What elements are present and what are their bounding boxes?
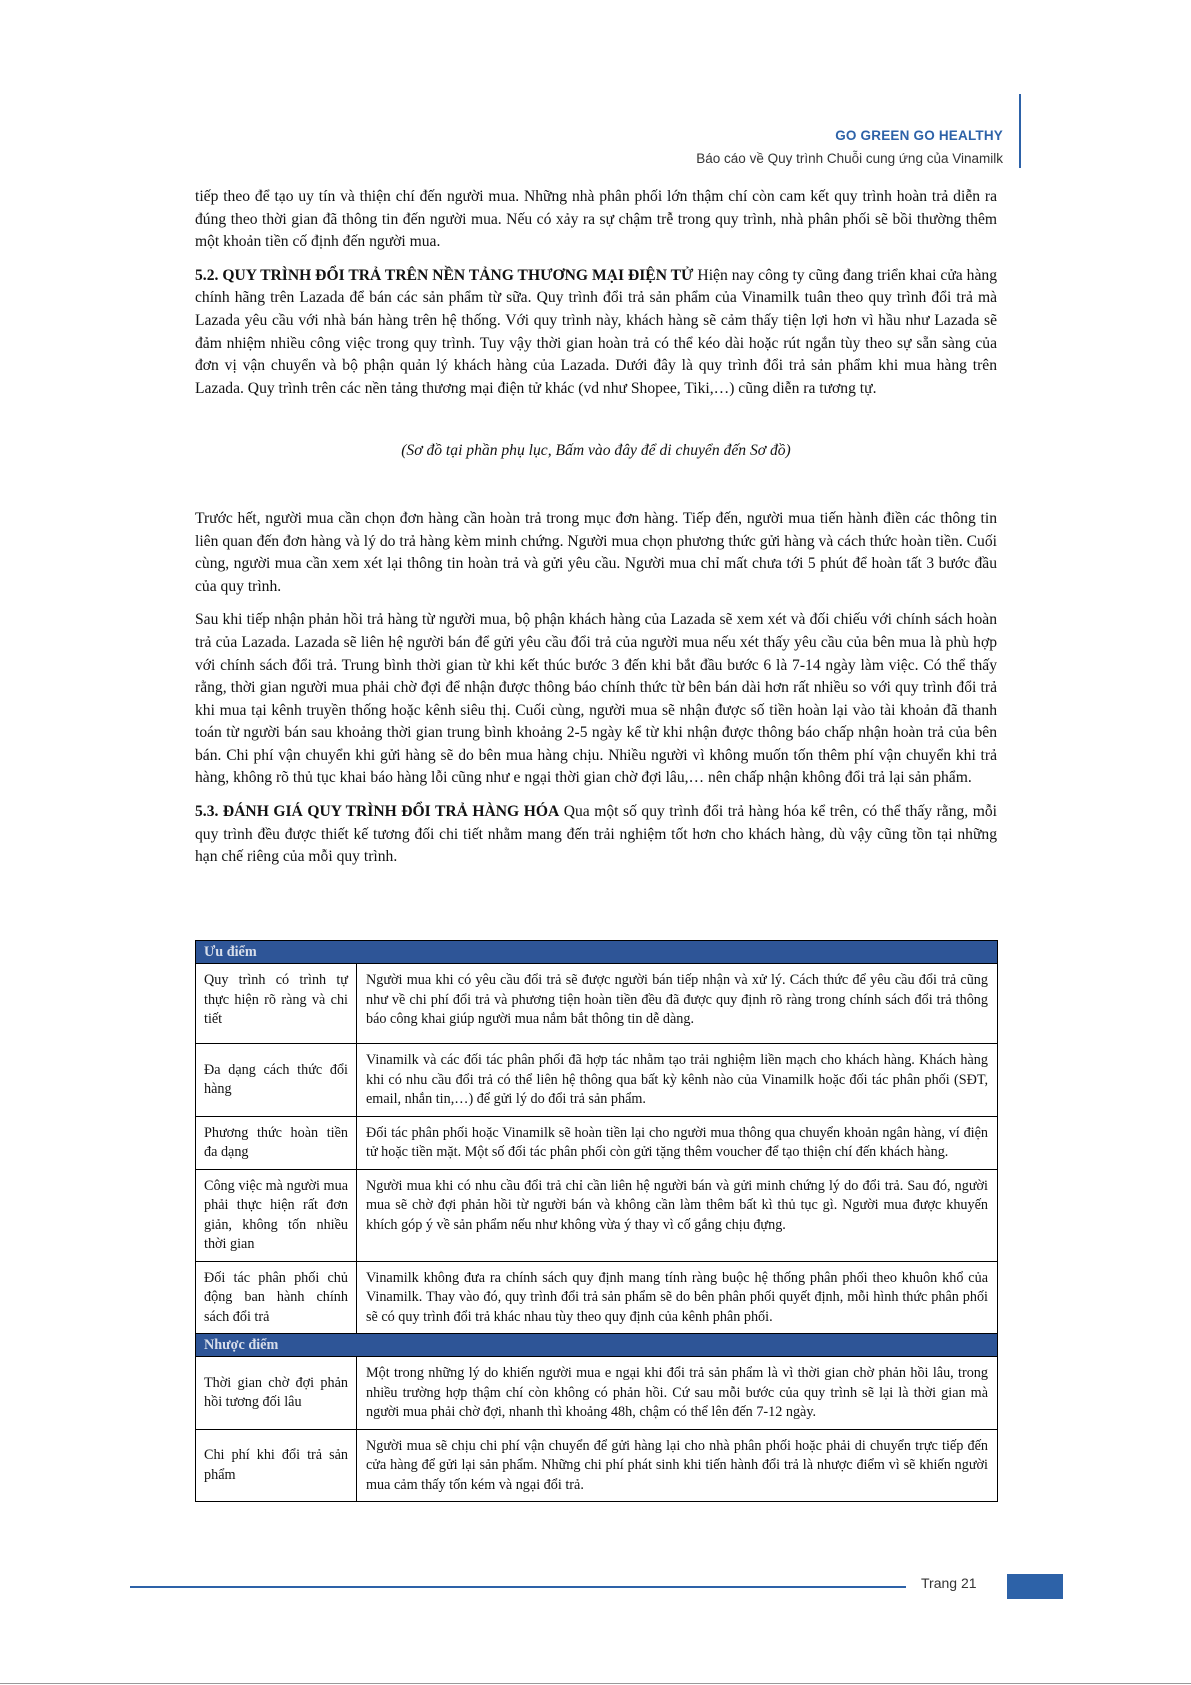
table-section-header-pros bbox=[196, 941, 998, 964]
row-label: Thời gian chờ đợi phản hồi tương đối lâu bbox=[196, 1357, 357, 1430]
main-content bbox=[195, 186, 997, 880]
diagram-link[interactable]: (Sơ đồ tại phần phụ lục, Bấm vào đây để di chuyển đến Sơ đồ) bbox=[401, 442, 791, 460]
row-description: Người mua sẽ chịu chi phí vận chuyển để gửi hàng lại cho nhà phân phối hoặc phải di chuyển trực tiếp đến cửa hàng để gửi lại sản phẩm. Những chi phí phát sinh khi tiến hành đổi trả là nhược điểm vì sẽ khiến người mua cảm thấy tốn kém và ngại đổi trả. bbox=[357, 1429, 998, 1502]
cons-title: Nhược điểm bbox=[196, 1334, 998, 1357]
row-label: Công việc mà người mua phải thực hiện rất đơn giản, không tốn nhiều thời gian bbox=[196, 1169, 357, 1261]
row-description: Vinamilk và các đối tác phân phối đã hợp tác nhằm tạo trải nghiệm liền mạch cho khách hàng. Khách hàng khi có nhu cầu đổi trả có thể liên hệ thông qua bất kỳ kênh nào của Vinamilk hoặc đối tác phân phối (SĐT, email, nhắn tin,…) để gửi lý do đổi trả sản phẩm. bbox=[357, 1044, 998, 1117]
header-subtitle: Báo cáo về Quy trình Chuỗi cung ứng của Vinamilk bbox=[696, 151, 1003, 166]
row-label: Đa dạng cách thức đổi hàng bbox=[196, 1044, 357, 1117]
header-vertical-rule bbox=[1019, 94, 1021, 168]
row-label: Phương thức hoàn tiền đa dạng bbox=[196, 1116, 357, 1169]
table-row bbox=[196, 1116, 998, 1169]
row-label: Quy trình có trình tự thực hiện rõ ràng và chi tiết bbox=[196, 964, 357, 1044]
header-brand: GO GREEN GO HEALTHY bbox=[835, 128, 1003, 143]
row-label: Đối tác phân phối chủ động ban hành chính sách đổi trả bbox=[196, 1261, 357, 1334]
paragraph-after: Sau khi tiếp nhận phản hồi trả hàng từ người mua, bộ phận khách hàng của Lazada sẽ xem xét và đối chiếu với chính sách hoàn trả của Lazada. Lazada sẽ liên hệ người bán để gửi yêu cầu đổi trả của người mua nếu xét thấy yêu cầu của bên mua là phù hợp với chính sách đổi trả. Trung bình thời gian từ khi kết thúc bước 3 đến khi bắt đầu bước 6 là 7-14 ngày làm việc. Có thể thấy rằng, thời gian người mua phải chờ đợi để nhận được thông báo chính thức từ bên bán dài hơn rất nhiều so với quy trình đổi trả khi mua tại kênh truyền thống hoặc kênh siêu thị. Cuối cùng, người mua sẽ nhận được số tiền hoàn lại vào tài khoản đã thanh toán từ người bán sau khoảng thời gian trung bình khoảng 2-5 ngày kể từ khi nhận được thông báo chấp nhận hoàn trả của bên bán. Chi phí vận chuyển khi gửi hàng sẽ do bên mua hàng chịu. Nhiều người vì không muốn tốn thêm phí vận chuyển khi trả hàng, không rõ thủ tục khai báo hàng lỗi cũng như e ngại thời gian chờ đợi lâu,… nên chấp nhận không đổi trả lại sản phẩm. bbox=[195, 611, 997, 787]
footer-accent-box bbox=[1007, 1574, 1063, 1599]
footer-rule bbox=[130, 1586, 906, 1588]
table-row bbox=[196, 1357, 998, 1430]
row-description: Người mua khi có nhu cầu đổi trả chỉ cần liên hệ người bán và gửi minh chứng lý do đổi trả. Sau đó, người mua sẽ chờ đợi phản hồi từ người bán và không cần làm thêm bất kì thủ tục gì. Người mua được khuyến khích góp ý về sản phẩm nếu như không vừa ý thay vì cố gắng chịu đựng. bbox=[357, 1169, 998, 1261]
pros-title: Ưu điểm bbox=[196, 941, 998, 964]
paragraph-steps: Trước hết, người mua cần chọn đơn hàng cần hoàn trả trong mục đơn hàng. Tiếp đến, người mua tiến hành điền các thông tin liên quan đến đơn hàng và lý do trả hàng kèm minh chứng. Người mua chọn phương thức gửi hàng và cách thức hoàn tiền. Cuối cùng, người mua cần xem xét lại thông tin hoàn trả và gửi yêu cầu. Người mua chỉ mất chưa tới 5 phút để hoàn tất 3 bước đầu của quy trình. bbox=[195, 509, 997, 595]
row-description: Đối tác phân phối hoặc Vinamilk sẽ hoàn tiền lại cho người mua thông qua chuyển khoản ngân hàng, ví điện tử hoặc tiền mặt. Một số đối tác phân phối còn gửi tặng thêm voucher để tạo thiện chí đến khách hàng. bbox=[357, 1116, 998, 1169]
page-number: Trang 21 bbox=[921, 1575, 977, 1591]
table-section-header-cons bbox=[196, 1334, 998, 1357]
page-bottom-edge bbox=[0, 1683, 1191, 1684]
section-5-3-heading: 5.3. ĐÁNH GIÁ QUY TRÌNH ĐỔI TRẢ HÀNG HÓA bbox=[195, 803, 560, 821]
page-header bbox=[696, 128, 1003, 166]
table-row bbox=[196, 1261, 998, 1334]
section-5-3-text: Qua một số quy trình đổi trả hàng hóa kể trên, có thể thấy rằng, mỗi quy trình đều được thiết kế tương đối chi tiết nhằm mang đến trải nghiệm tốt hơn cho khách hàng, dù vậy cũng tồn tại những hạn chế riêng của mỗi quy trình. bbox=[195, 803, 997, 866]
row-description: Vinamilk không đưa ra chính sách quy định mang tính ràng buộc hệ thống phân phối theo khuôn khổ của Vinamilk. Thay vào đó, quy trình đổi trả sản phẩm sẽ do bên phân phối quyết định, mỗi hình thức phân phối sẽ có quy trình đổi trả khác nhau tùy theo quy định của kênh phân phối. bbox=[357, 1261, 998, 1334]
table-row bbox=[196, 1169, 998, 1261]
row-description: Một trong những lý do khiến người mua e ngại khi đổi trả sản phẩm là vì thời gian chờ phản hồi lâu, trong nhiều trường hợp thậm chí còn không có phản hồi. Cứ sau mỗi bước của quy trình sẽ lại là thời gian mà người mua phải chờ đợi, nhanh thì khoảng 48h, chậm có thể lên đến 7-12 ngày. bbox=[357, 1357, 998, 1430]
paragraph-intro: tiếp theo để tạo uy tín và thiện chí đến người mua. Những nhà phân phối lớn thậm chí còn cam kết quy trình hoàn trả diễn ra đúng theo thời gian đã thông tin đến người mua. Nếu có xảy ra sự chậm trễ trong quy trình, nhà phân phối sẽ bồi thường thêm một khoản tiền cố định đến người mua. bbox=[195, 188, 997, 251]
section-5-2-heading: 5.2. QUY TRÌNH ĐỔI TRẢ TRÊN NỀN TẢNG THƯƠNG MẠI ĐIỆN TỬ bbox=[195, 266, 694, 284]
section-5-2 bbox=[195, 265, 997, 401]
row-label: Chi phí khi đổi trả sản phẩm bbox=[196, 1429, 357, 1502]
evaluation-table bbox=[195, 940, 998, 1502]
row-description: Người mua khi có yêu cầu đổi trả sẽ được người bán tiếp nhận và xử lý. Cách thức để yêu cầu đổi trả cũng như về chi phí đổi trả và phương tiện hoàn tiền đều đã được quy định rõ ràng trong chính sách đổi trả thông báo công khai giúp người mua nắm bắt thông tin dễ dàng. bbox=[357, 964, 998, 1044]
table-row bbox=[196, 1429, 998, 1502]
section-5-3 bbox=[195, 801, 997, 869]
table-row bbox=[196, 964, 998, 1044]
table-row bbox=[196, 1044, 998, 1117]
section-5-2-text: Hiện nay công ty cũng đang triển khai cửa hàng chính hãng trên Lazada để bán các sản phẩm từ sữa. Quy trình đổi trả sản phẩm của Vinamilk tuân theo quy trình đổi trả mà Lazada yêu cầu với nhà bán hàng trên hệ thống. Với quy trình này, khách hàng sẽ cảm thấy tiện lợi hơn vì hầu như Lazada sẽ đảm nhiệm nhiều công việc trong quy trình. Tuy vậy thời gian hoàn trả có thể kéo dài hoặc rút ngắn tùy theo sự sẵn sàng của đơn vị vận chuyển và bộ phận quản lý khách hàng của Lazada. Dưới đây là quy trình đổi trả sản phẩm khi mua hàng trên Lazada. Quy trình trên các nền tảng thương mại điện tử khác (vd như Shopee, Tiki,…) cũng diễn ra tương tự. bbox=[195, 266, 997, 397]
